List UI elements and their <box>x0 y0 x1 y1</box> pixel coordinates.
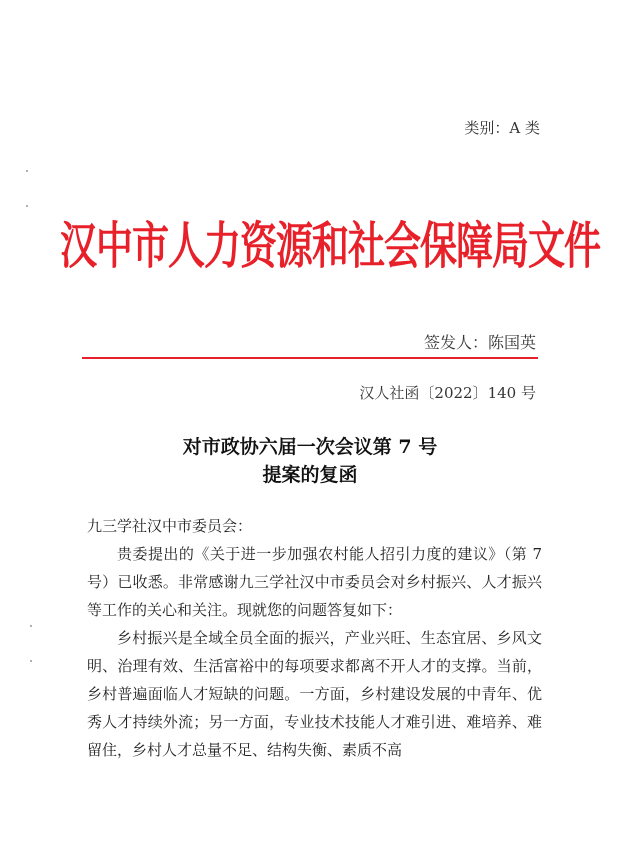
document-number: 汉人社函〔2022〕140 号 <box>359 384 536 402</box>
scan-speck <box>30 625 32 627</box>
salutation: 九三学社汉中市委员会： <box>87 517 253 535</box>
scan-speck <box>26 205 28 207</box>
document-header-title: 汉中市人力资源和社会保障局文件 <box>60 217 600 276</box>
document-title-line2: 提案的复函 <box>262 464 358 486</box>
scan-speck <box>30 660 32 662</box>
header-divider <box>82 357 538 359</box>
document-title-line1: 对市政协六届一次会议第 7 号 <box>182 436 438 458</box>
body-paragraph-1: 贵委提出的《关于进一步加强农村能人招引力度的建议》（第 7 号）已收悉。非常感谢九三学社汉中市委员会对乡村振兴、人才振兴等工作的关心和关注。现就您的问题答复如下： <box>87 545 542 619</box>
scan-speck <box>26 170 28 172</box>
body-paragraph-2: 乡村振兴是全域全员全面的振兴，产业兴旺、生态宜居、乡风文明、治理有效、生活富裕中的每项要求都离不开人才的支撑。当前，乡村普遍面临人才短缺的问题。一方面，乡村建设发展的中青年、优秀人才持续外流；另一方面，专业技术技能人才难引进、难培养、难留住，乡村人才总量不足、结构失衡、素质不高 <box>87 629 542 759</box>
document-body <box>87 512 542 764</box>
category-label: 类别：A 类 <box>464 119 540 137</box>
signer-label: 签发人：陈国英 <box>423 333 536 352</box>
